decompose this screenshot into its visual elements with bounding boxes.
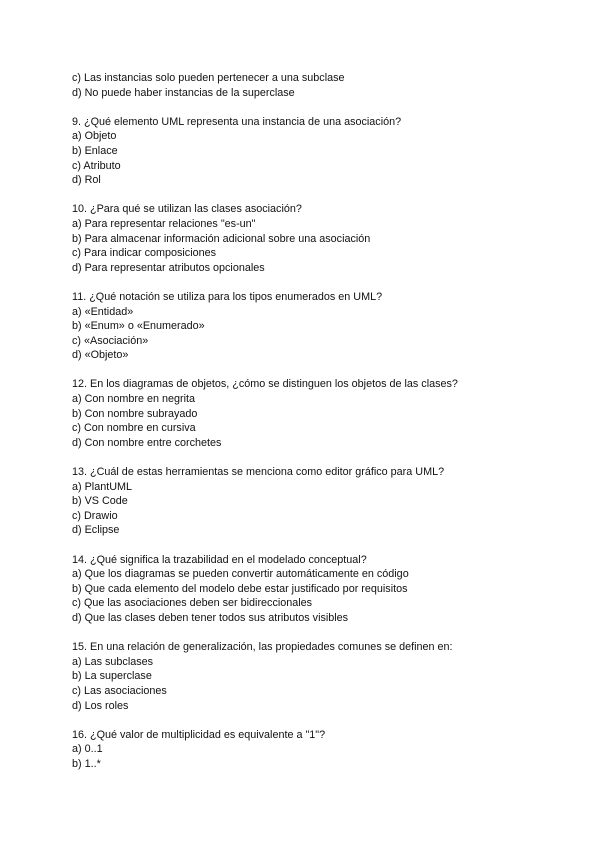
option-line: a) «Entidad» bbox=[72, 305, 134, 318]
option-line: d) «Objeto» bbox=[72, 349, 129, 362]
option-line: c) Para indicar composiciones bbox=[72, 247, 217, 260]
question-15 bbox=[72, 640, 542, 713]
option-line: a) Objeto bbox=[72, 130, 117, 143]
question-text: 10. ¿Para qué se utilizan las clases asociación? bbox=[72, 203, 302, 216]
option-line: a) Con nombre en negrita bbox=[72, 393, 196, 406]
quiz-content bbox=[72, 71, 542, 786]
question-10 bbox=[72, 202, 542, 275]
option-line: c) Las asociaciones bbox=[72, 684, 167, 697]
option-line: b) Para almacenar información adicional sobre una asociación bbox=[72, 232, 371, 245]
question-text: 11. ¿Qué notación se utiliza para los tipos enumerados en UML? bbox=[72, 290, 383, 303]
question-16 bbox=[72, 728, 542, 772]
option-line: c) Que las asociaciones deben ser bidireccionales bbox=[72, 597, 313, 610]
question-text: 13. ¿Cuál de estas herramientas se menciona como editor gráfico para UML? bbox=[72, 466, 445, 479]
option-line: a) 0..1 bbox=[72, 743, 103, 756]
question-13 bbox=[72, 465, 542, 538]
option-line: c) Drawio bbox=[72, 509, 118, 522]
option-line: b) Que cada elemento del modelo debe estar justificado por requisitos bbox=[72, 582, 408, 595]
option-line: b) La superclase bbox=[72, 670, 152, 683]
option-line: a) Para representar relaciones "es-un" bbox=[72, 217, 256, 230]
lead-options bbox=[72, 71, 542, 100]
option-line: c) «Asociación» bbox=[72, 334, 149, 347]
option-line: b) VS Code bbox=[72, 495, 128, 508]
question-text: 15. En una relación de generalización, las propiedades comunes se definen en: bbox=[72, 641, 453, 654]
question-14 bbox=[72, 553, 542, 626]
option-line: d) Para representar atributos opcionales bbox=[72, 261, 265, 274]
option-line: b) Enlace bbox=[72, 144, 118, 157]
option-line: b) «Enum» o «Enumerado» bbox=[72, 320, 205, 333]
option-line: d) No puede haber instancias de la superclase bbox=[72, 86, 295, 99]
option-line: d) Con nombre entre corchetes bbox=[72, 436, 222, 449]
option-line: a) Que los diagramas se pueden convertir automáticamente en código bbox=[72, 568, 409, 581]
option-line: d) Que las clases deben tener todos sus atributos visibles bbox=[72, 611, 349, 624]
option-line: c) Las instancias solo pueden pertenecer a una subclase bbox=[72, 72, 345, 84]
option-line: d) Eclipse bbox=[72, 524, 120, 537]
option-line: c) Atributo bbox=[72, 159, 121, 172]
option-line: b) 1..* bbox=[72, 757, 101, 770]
question-11 bbox=[72, 290, 542, 363]
question-12 bbox=[72, 377, 542, 450]
question-text: 16. ¿Qué valor de multiplicidad es equivalente a "1"? bbox=[72, 728, 326, 741]
option-line: a) Las subclases bbox=[72, 655, 154, 668]
question-text: 12. En los diagramas de objetos, ¿cómo se distinguen los objetos de las clases? bbox=[72, 378, 458, 391]
option-line: c) Con nombre en cursiva bbox=[72, 422, 196, 435]
option-line: b) Con nombre subrayado bbox=[72, 407, 198, 420]
question-text: 14. ¿Qué significa la trazabilidad en el modelado conceptual? bbox=[72, 553, 367, 566]
option-line: d) Rol bbox=[72, 174, 101, 187]
question-text: 9. ¿Qué elemento UML representa una instancia de una asociación? bbox=[72, 115, 402, 128]
option-line: a) PlantUML bbox=[72, 480, 133, 493]
question-9 bbox=[72, 115, 542, 188]
option-line: d) Los roles bbox=[72, 699, 129, 712]
